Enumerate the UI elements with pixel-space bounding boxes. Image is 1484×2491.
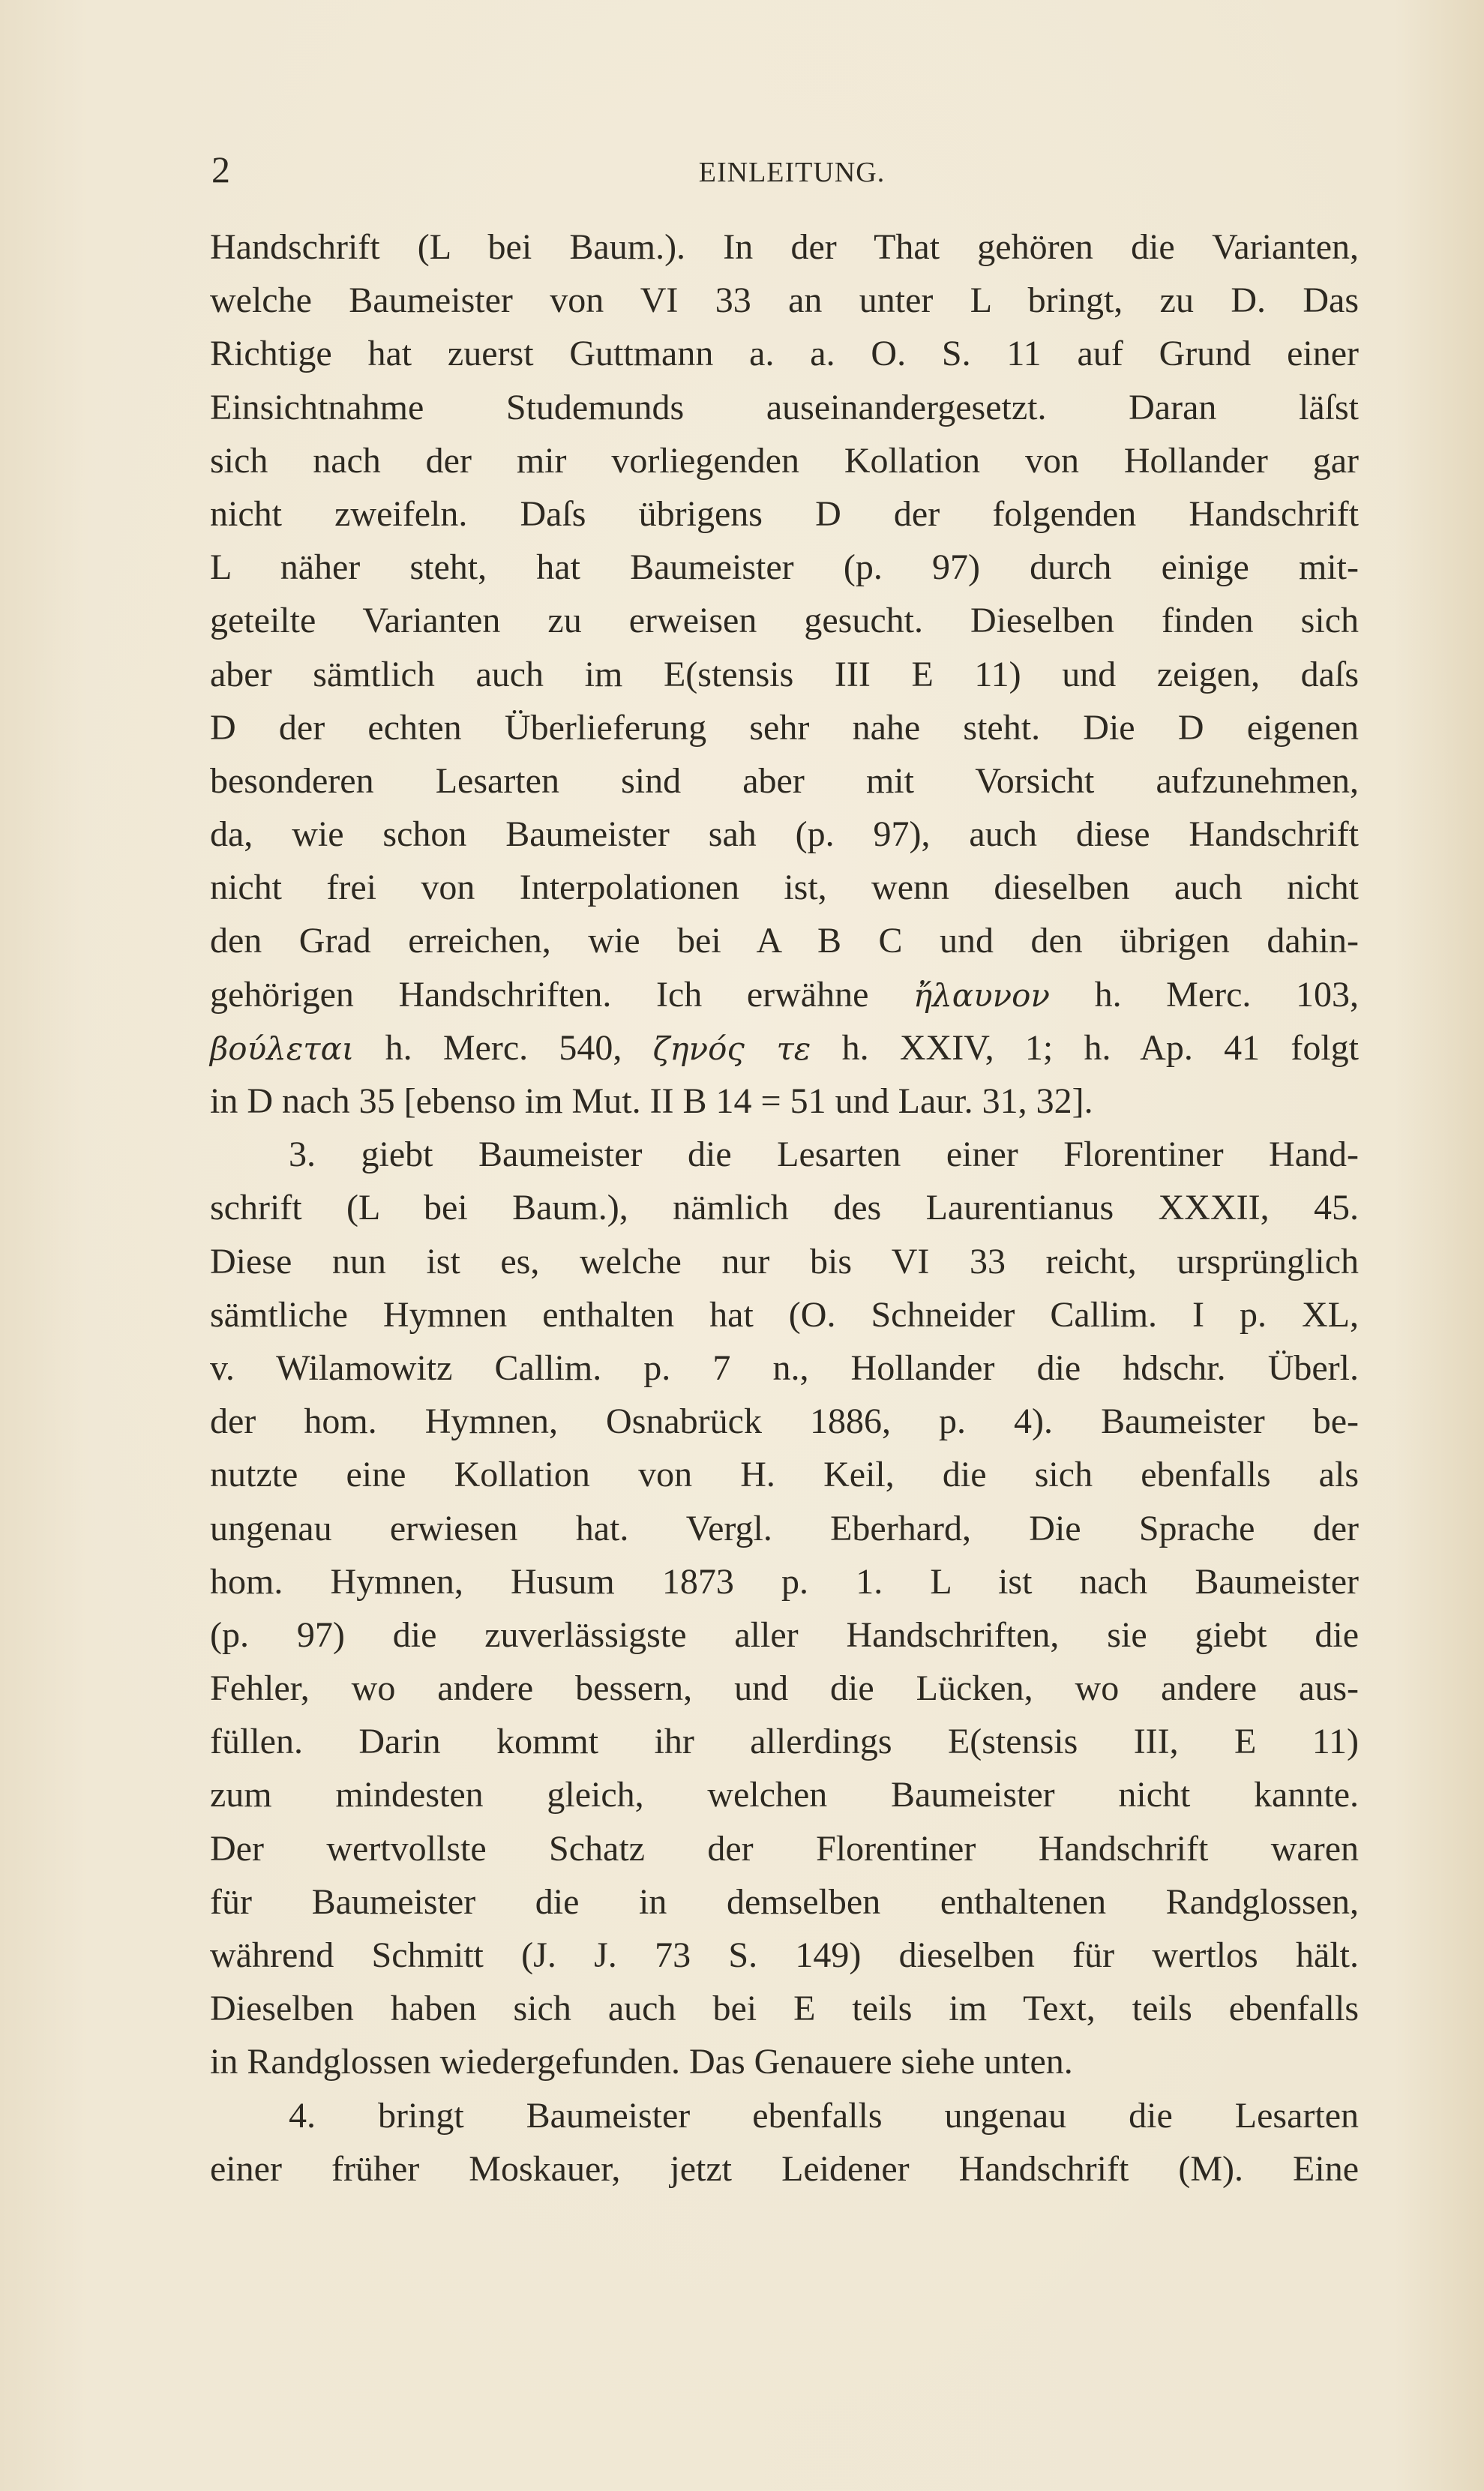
text-line: sämtliche Hymnen enthalten hat (O. Schneider Callim. I p. XL, — [210, 1294, 1359, 1335]
text-line: v. Wilamowitz Callim. p. 7 n., Hollander die hdschr. Überl. — [210, 1347, 1359, 1388]
text-line: sich nach der mir vorliegenden Kollation von Hollander gar — [210, 440, 1359, 481]
text-line-with-greek — [210, 968, 1359, 1021]
greek-word: ζηνός τε — [652, 1030, 811, 1067]
text-line: einer früher Moskauer, jetzt Leidener Handschrift (M). Eine — [210, 2148, 1359, 2189]
text-fragment: h. Merc. 103, — [1050, 974, 1359, 1015]
text-line: aber sämtlich auch im E(stensis III E 11) und zeigen, daſs — [210, 654, 1359, 694]
text-line: für Baumeister die in demselben enthaltenen Randglossen, — [210, 1881, 1359, 1922]
text-line: welche Baumeister von VI 33 an unter L bringt, zu D. Das — [210, 280, 1359, 321]
greek-word: ἤλαυνον — [913, 976, 1050, 1014]
text-line: ungenau erwiesen hat. Vergl. Eberhard, Die Sprache der — [210, 1508, 1359, 1548]
text-line-with-greek — [210, 1021, 1359, 1075]
text-line: in Randglossen wiedergefunden. Das Genauere siehe unten. — [210, 2042, 1073, 2082]
text-line: den Grad erreichen, wie bei A B C und den übrigen dahin- — [210, 921, 1359, 961]
text-line: (p. 97) die zuverlässigste aller Handschriften, sie giebt die — [210, 1614, 1359, 1655]
greek-word: βούλεται — [210, 1030, 355, 1067]
running-head — [211, 147, 1357, 192]
text-fragment: h. Merc. 540, — [354, 1027, 653, 1068]
text-line: in D nach 35 [ebenso im Mut. II B 14 = 51 und Laur. 31, 32]. — [210, 1081, 1093, 1121]
text-line: hom. Hymnen, Husum 1873 p. 1. L ist nach Baumeister — [210, 1561, 1359, 1602]
text-line: zum mindesten gleich, welchen Baumeister nicht kannte. — [210, 1775, 1359, 1815]
paragraph-start-line: 4. bringt Baumeister ebenfalls ungenau die Lesarten — [289, 2095, 1359, 2136]
text-line: geteilte Varianten zu erweisen gesucht. Dieselben finden sich — [210, 601, 1359, 641]
text-line: da, wie schon Baumeister sah (p. 97), auch diese Handschrift — [210, 814, 1359, 855]
text-line: nutzte eine Kollation von H. Keil, die sich ebenfalls als — [210, 1455, 1359, 1495]
text-line: L näher steht, hat Baumeister (p. 97) durch einige mit- — [210, 547, 1359, 588]
text-line: D der echten Überlieferung sehr nahe steht. Die D eigenen — [210, 707, 1359, 748]
text-line: Fehler, wo andere bessern, und die Lücken, wo andere aus- — [210, 1668, 1359, 1709]
text-line: nicht frei von Interpolationen ist, wenn dieselben auch nicht — [210, 868, 1359, 908]
text-line: schrift (L bei Baum.), nämlich des Laurentianus XXXII, 45. — [210, 1188, 1359, 1228]
paragraph-start-line: 3. giebt Baumeister die Lesarten einer Florentiner Hand- — [289, 1135, 1359, 1175]
text-line: nicht zweifeln. Daſs übrigens D der folgenden Handschrift — [210, 493, 1359, 534]
text-line: Dieselben haben sich auch bei E teils im Text, teils ebenfalls — [210, 1989, 1359, 2029]
running-head-title: EINLEITUNG. — [698, 157, 886, 188]
text-line: der hom. Hymnen, Osnabrück 1886, p. 4). Baumeister be- — [210, 1401, 1359, 1442]
text-fragment: gehörigen Handschriften. Ich erwähne — [210, 974, 913, 1015]
text-line: während Schmitt (J. J. 73 S. 149) dieselben für wertlos hält. — [210, 1935, 1359, 1975]
text-line: Der wertvollste Schatz der Florentiner Handschrift waren — [210, 1828, 1359, 1869]
page-number: 2 — [211, 148, 230, 190]
text-line: füllen. Darin kommt ihr allerdings E(stensis III, E 11) — [210, 1722, 1359, 1762]
text-line: Einsichtnahme Studemunds auseinandergesetzt. Daran läſst — [210, 387, 1359, 427]
text-line: Handschrift (L bei Baum.). In der That gehören die Varianten, — [210, 227, 1359, 267]
text-line: besonderen Lesarten sind aber mit Vorsicht aufzunehmen, — [210, 760, 1359, 801]
text-line: Richtige hat zuerst Guttmann a. a. O. S. 11 auf Grund einer — [210, 334, 1359, 374]
body-text — [210, 220, 1359, 2196]
text-fragment: h. XXIV, 1; h. Ap. 41 folgt — [811, 1027, 1359, 1068]
text-line: Diese nun ist es, welche nur bis VI 33 reicht, ursprünglich — [210, 1241, 1359, 1281]
